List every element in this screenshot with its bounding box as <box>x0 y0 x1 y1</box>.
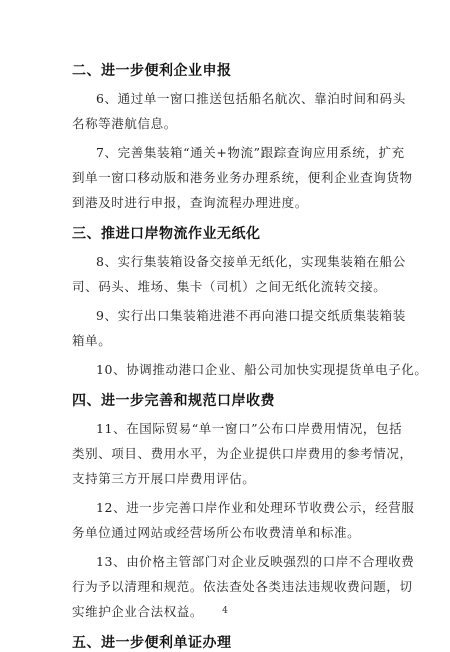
paragraph-line: 名称等港航信息。 <box>72 116 177 131</box>
paragraph-line: 支持第三方开展口岸费用评估。 <box>72 471 256 486</box>
paragraph-line: 类别、项目、费用水平，为企业提供口岸费用的参考情况， <box>72 446 413 461</box>
paragraph-line: 13、由价格主管部门对企业反映强烈的口岸不合理收费 <box>96 554 415 569</box>
paragraph-line: 务单位通过网站或经营场所公布收费清单和标准。 <box>72 525 361 540</box>
section-heading-4: 四、进一步完善和规范口岸收费 <box>72 393 275 409</box>
section-heading-2: 二、进一步便利企业申报 <box>72 63 232 79</box>
paragraph-line: 9、实行出口集装箱进港不再向港口提交纸质集装箱装 <box>96 308 406 323</box>
paragraph <box>72 303 412 353</box>
paragraph <box>72 549 415 624</box>
section-heading-5: 五、进一步便利单证办理 <box>72 635 232 651</box>
section-heading-3: 三、推进口岸物流作业无纸化 <box>72 226 261 242</box>
paragraph-line: 8、实行集装箱设备交接单无纸化，实现集装箱在船公 <box>96 254 406 269</box>
paragraph-line: 实维护企业合法权益。 <box>72 604 204 619</box>
paragraph <box>72 357 428 382</box>
paragraph-line: 12、进一步完善口岸作业和处理环节收费公示，经营服 <box>96 500 415 515</box>
paragraph <box>72 140 412 215</box>
paragraph-line: 司、码头、堆场、集卡（司机）之间无纸化流转交接。 <box>72 279 387 294</box>
paragraph-line: 箱单。 <box>72 333 112 348</box>
paragraph-line: 10、协调推动港口企业、船公司加快实现提货单电子化。 <box>96 362 428 377</box>
paragraph-line: 7、完善集装箱“通关+物流”跟踪查询应用系统，扩充 <box>96 145 405 160</box>
paragraph-line: 行为予以清理和规范。依法查处各类违法违规收费问题，切 <box>72 579 413 594</box>
page-number: 4 <box>222 606 228 616</box>
paragraph-line: 6、通过单一窗口推送包括船名航次、靠泊时间和码头 <box>96 91 406 106</box>
paragraph-line: 11、在国际贸易“单一窗口”公布口岸费用情况，包括 <box>96 421 403 436</box>
paragraph-line: 到港及时进行申报，查询流程办理进度。 <box>72 195 308 210</box>
paragraph <box>72 495 415 545</box>
paragraph <box>72 249 412 299</box>
paragraph-line: 到单一窗口移动版和港务业务办理系统，便利企业查询货物 <box>72 170 413 185</box>
paragraph <box>72 86 412 136</box>
paragraph <box>72 416 412 491</box>
